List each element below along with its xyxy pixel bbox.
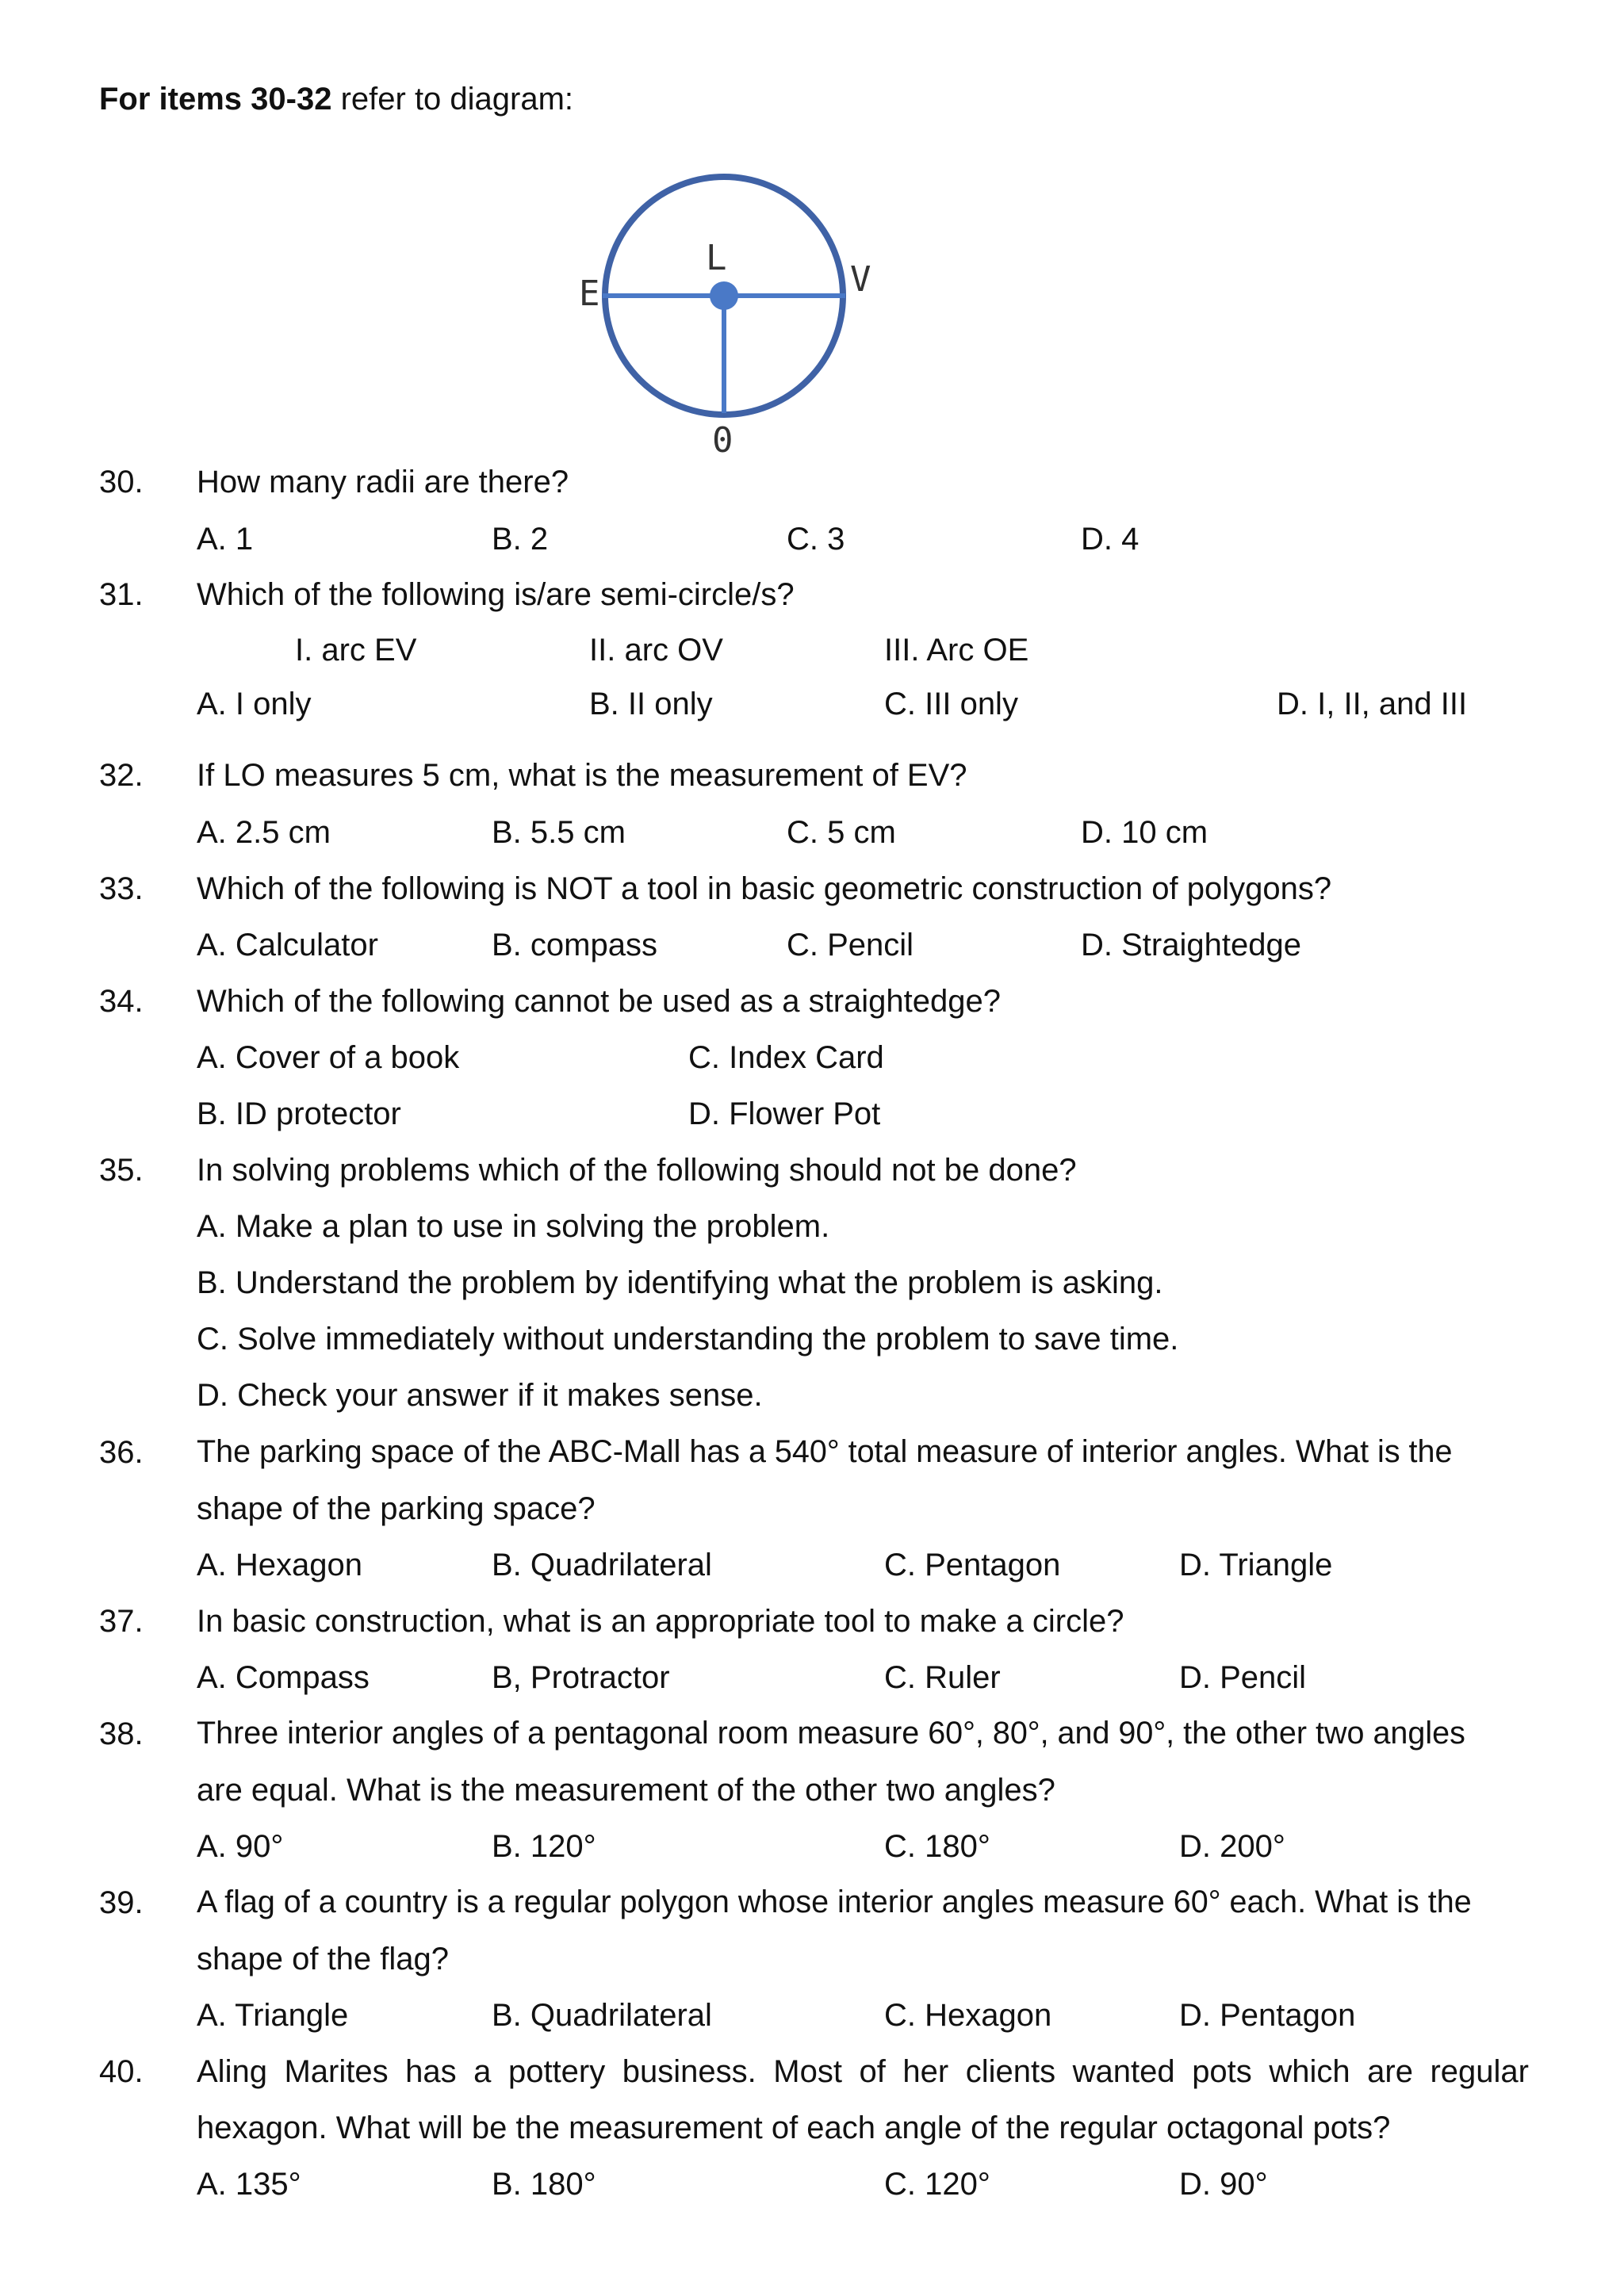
choice-b: B. Quadrilateral: [492, 1998, 712, 2033]
choice-c: C. 120°: [884, 2167, 990, 2202]
choice-a: A. Triangle: [197, 1998, 349, 2033]
choice-a: A. Compass: [197, 1660, 370, 1695]
choice-a: A. Make a plan to use in solving the problem.: [197, 1209, 830, 1244]
choice-d: D. Check your answer if it makes sense.: [197, 1378, 763, 1413]
choice-b: B. compass: [492, 928, 657, 962]
label-l: L: [706, 238, 727, 278]
question-text: Aling Marites has a pottery business. Most of her clients wanted pots which are regular: [197, 2054, 1529, 2089]
question-text: How many radii are there?: [197, 465, 569, 499]
choice-c: C. 5 cm: [787, 815, 896, 850]
choice-b: B. Quadrilateral: [492, 1548, 712, 1582]
choice-b: B. Understand the problem by identifying what the problem is asking.: [197, 1265, 1163, 1300]
header-bold: For items 30-32: [99, 82, 332, 117]
question-number: 32.: [99, 758, 144, 793]
question-text-cont: are equal. What is the measurement of the other two angles?: [197, 1773, 1055, 1808]
question-number: 30.: [99, 465, 144, 499]
choice-d: D. Straightedge: [1081, 928, 1301, 962]
choice-d: D. Flower Pot: [688, 1096, 881, 1131]
choice-c: C. Solve immediately without understanding the problem to save time.: [197, 1322, 1179, 1357]
choice-b: B. 120°: [492, 1829, 596, 1864]
choice-d: D. I, II, and III: [1277, 687, 1468, 721]
choice-d: D. 90°: [1179, 2167, 1268, 2202]
question-text: Which of the following cannot be used as a straightedge?: [197, 984, 1001, 1019]
question-text-cont: shape of the flag?: [197, 1942, 450, 1976]
question-number: 37.: [99, 1604, 144, 1639]
question-text: In solving problems which of the following should not be done?: [197, 1153, 1077, 1188]
question-text: A flag of a country is a regular polygon whose interior angles measure 60° each. What is the: [197, 1885, 1472, 1919]
choice-c: C. III only: [884, 687, 1018, 721]
choice-a: A. Calculator: [197, 928, 378, 962]
label-v: V: [850, 259, 871, 300]
choice-c: C. 3: [787, 522, 845, 557]
choice-c: C. Hexagon: [884, 1998, 1052, 2033]
center-point-l: [710, 281, 738, 310]
choice-d: D. 4: [1081, 522, 1139, 557]
choice-b: B. 5.5 cm: [492, 815, 626, 850]
question-text-cont: hexagon. What will be the measurement of each angle of the regular octagonal pots?: [197, 2110, 1391, 2145]
question-number: 38.: [99, 1716, 144, 1751]
choice-d: D. Pentagon: [1179, 1998, 1356, 2033]
choice-a: A. I only: [197, 687, 312, 721]
question-number: 33.: [99, 871, 144, 906]
choice-b: B. II only: [589, 687, 713, 721]
question-number: 36.: [99, 1435, 144, 1470]
choice-b: B. ID protector: [197, 1096, 401, 1131]
choice-a: A. 135°: [197, 2167, 301, 2202]
choice-c: C. Pentagon: [884, 1548, 1061, 1582]
choice-b: B, Protractor: [492, 1660, 670, 1695]
choice-c: C. 180°: [884, 1829, 990, 1864]
question-number: 35.: [99, 1153, 144, 1188]
choice-c: C. Ruler: [884, 1660, 1001, 1695]
circle-diagram: [555, 163, 871, 461]
item-i: I. arc EV: [295, 633, 417, 668]
item-iii: III. Arc OE: [884, 633, 1029, 668]
choice-d: D. Triangle: [1179, 1548, 1333, 1582]
choice-b: B. 2: [492, 522, 549, 557]
question-number: 39.: [99, 1885, 144, 1920]
question-text: Three interior angles of a pentagonal room measure 60°, 80°, and 90°, the other two angles: [197, 1716, 1465, 1751]
choice-c: C. Index Card: [688, 1040, 884, 1075]
label-o: 0: [712, 420, 733, 461]
section-header: [99, 83, 573, 115]
question-number: 31.: [99, 577, 144, 612]
choice-d: D. 10 cm: [1081, 815, 1208, 850]
choice-d: D. 200°: [1179, 1829, 1285, 1864]
question-text: Which of the following is/are semi-circle/s?: [197, 577, 795, 612]
question-text: The parking space of the ABC-Mall has a 540° total measure of interior angles. What is the: [197, 1434, 1453, 1469]
header-rest: refer to diagram:: [331, 82, 574, 117]
choice-a: A. 90°: [197, 1829, 284, 1864]
question-text-cont: shape of the parking space?: [197, 1491, 596, 1526]
choice-c: C. Pencil: [787, 928, 914, 962]
choice-d: D. Pencil: [1179, 1660, 1307, 1695]
choice-a: A. 1: [197, 522, 254, 557]
question-number: 40.: [99, 2054, 144, 2089]
question-number: 34.: [99, 984, 144, 1019]
choice-a: A. 2.5 cm: [197, 815, 331, 850]
choice-a: A. Hexagon: [197, 1548, 363, 1582]
label-e: E: [579, 274, 600, 314]
question-text: If LO measures 5 cm, what is the measurement of EV?: [197, 758, 967, 793]
question-text: Which of the following is NOT a tool in basic geometric construction of polygons?: [197, 871, 1332, 906]
item-ii: II. arc OV: [589, 633, 723, 668]
choice-b: B. 180°: [492, 2167, 596, 2202]
choice-a: A. Cover of a book: [197, 1040, 460, 1075]
question-text: In basic construction, what is an appropriate tool to make a circle?: [197, 1604, 1124, 1639]
